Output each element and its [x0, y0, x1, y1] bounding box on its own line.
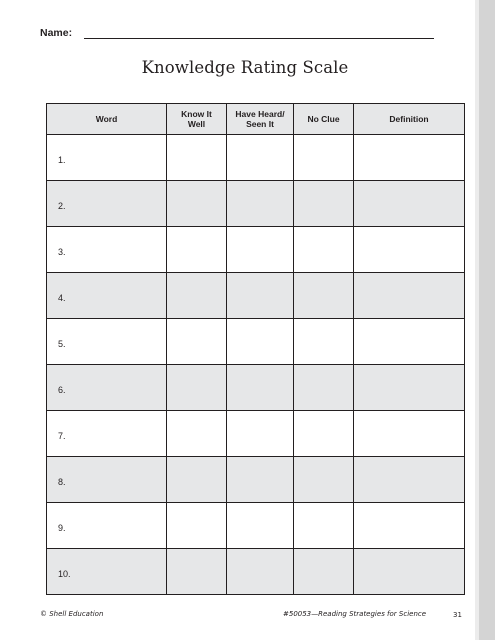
column-header-have-heard-line2: Seen It	[246, 119, 274, 129]
column-header-no-clue-line1: No Clue	[307, 114, 340, 124]
row-number: 6.	[58, 384, 66, 395]
table-row	[47, 319, 465, 365]
definition-cell[interactable]	[354, 457, 465, 503]
word-cell[interactable]	[47, 227, 167, 273]
word-cell[interactable]	[47, 411, 167, 457]
table-header-row	[47, 104, 465, 135]
know-it-well-cell[interactable]	[167, 503, 227, 549]
no-clue-cell[interactable]	[294, 181, 354, 227]
have-heard-cell[interactable]	[227, 227, 294, 273]
word-cell[interactable]	[47, 135, 167, 181]
name-label: Name:	[40, 27, 73, 39]
definition-cell[interactable]	[354, 227, 465, 273]
have-heard-cell[interactable]	[227, 411, 294, 457]
definition-cell[interactable]	[354, 503, 465, 549]
column-header-no-clue	[294, 104, 354, 135]
know-it-well-cell[interactable]	[167, 365, 227, 411]
know-it-well-cell[interactable]	[167, 227, 227, 273]
definition-cell[interactable]	[354, 181, 465, 227]
table-row	[47, 549, 465, 595]
page-title: Knowledge Rating Scale	[141, 58, 349, 77]
have-heard-cell[interactable]	[227, 457, 294, 503]
table-row	[47, 273, 465, 319]
word-cell[interactable]	[47, 503, 167, 549]
no-clue-cell[interactable]	[294, 273, 354, 319]
word-cell[interactable]	[47, 457, 167, 503]
column-header-have-heard	[227, 104, 294, 135]
word-cell[interactable]	[47, 319, 167, 365]
row-number: 7.	[58, 430, 66, 441]
have-heard-cell[interactable]	[227, 503, 294, 549]
footer-copyright: © Shell Education	[40, 610, 104, 618]
know-it-well-cell[interactable]	[167, 181, 227, 227]
have-heard-cell[interactable]	[227, 273, 294, 319]
no-clue-cell[interactable]	[294, 135, 354, 181]
row-number: 10.	[58, 568, 71, 579]
column-header-know-it-well-line1: Know It	[181, 109, 212, 119]
row-number: 8.	[58, 476, 66, 487]
definition-cell[interactable]	[354, 365, 465, 411]
table-row	[47, 365, 465, 411]
table-row	[47, 411, 465, 457]
have-heard-cell[interactable]	[227, 365, 294, 411]
table-row	[47, 135, 465, 181]
column-header-definition-line1: Definition	[389, 114, 429, 124]
no-clue-cell[interactable]	[294, 457, 354, 503]
column-header-word	[47, 104, 167, 135]
page-number: 31	[453, 611, 462, 619]
know-it-well-cell[interactable]	[167, 319, 227, 365]
know-it-well-cell[interactable]	[167, 273, 227, 319]
definition-cell[interactable]	[354, 135, 465, 181]
definition-cell[interactable]	[354, 273, 465, 319]
table-row	[47, 457, 465, 503]
column-header-have-heard-line1: Have Heard/	[235, 109, 285, 119]
word-cell[interactable]	[47, 365, 167, 411]
table-row	[47, 227, 465, 273]
no-clue-cell[interactable]	[294, 319, 354, 365]
definition-cell[interactable]	[354, 319, 465, 365]
have-heard-cell[interactable]	[227, 549, 294, 595]
column-header-know-it-well	[167, 104, 227, 135]
know-it-well-cell[interactable]	[167, 135, 227, 181]
no-clue-cell[interactable]	[294, 503, 354, 549]
row-number: 2.	[58, 200, 66, 211]
know-it-well-cell[interactable]	[167, 549, 227, 595]
table-row	[47, 503, 465, 549]
have-heard-cell[interactable]	[227, 181, 294, 227]
know-it-well-cell[interactable]	[167, 411, 227, 457]
word-cell[interactable]	[47, 273, 167, 319]
column-header-word-line1: Word	[95, 114, 118, 124]
have-heard-cell[interactable]	[227, 135, 294, 181]
no-clue-cell[interactable]	[294, 549, 354, 595]
definition-cell[interactable]	[354, 411, 465, 457]
row-number: 3.	[58, 246, 66, 257]
row-number: 4.	[58, 292, 66, 303]
name-field-line[interactable]	[84, 38, 434, 39]
word-cell[interactable]	[47, 549, 167, 595]
row-number: 1.	[58, 154, 66, 165]
knowledge-rating-table	[46, 103, 465, 595]
row-number: 5.	[58, 338, 66, 349]
name-row	[40, 27, 440, 43]
no-clue-cell[interactable]	[294, 227, 354, 273]
table-row	[47, 181, 465, 227]
page-side-bar	[479, 0, 495, 640]
have-heard-cell[interactable]	[227, 319, 294, 365]
know-it-well-cell[interactable]	[167, 457, 227, 503]
column-header-definition	[354, 104, 465, 135]
word-cell[interactable]	[47, 181, 167, 227]
footer-product: #50053—Reading Strategies for Science	[283, 610, 427, 618]
no-clue-cell[interactable]	[294, 411, 354, 457]
column-header-know-it-well-line2: Well	[187, 119, 206, 129]
row-number: 9.	[58, 522, 66, 533]
no-clue-cell[interactable]	[294, 365, 354, 411]
definition-cell[interactable]	[354, 549, 465, 595]
